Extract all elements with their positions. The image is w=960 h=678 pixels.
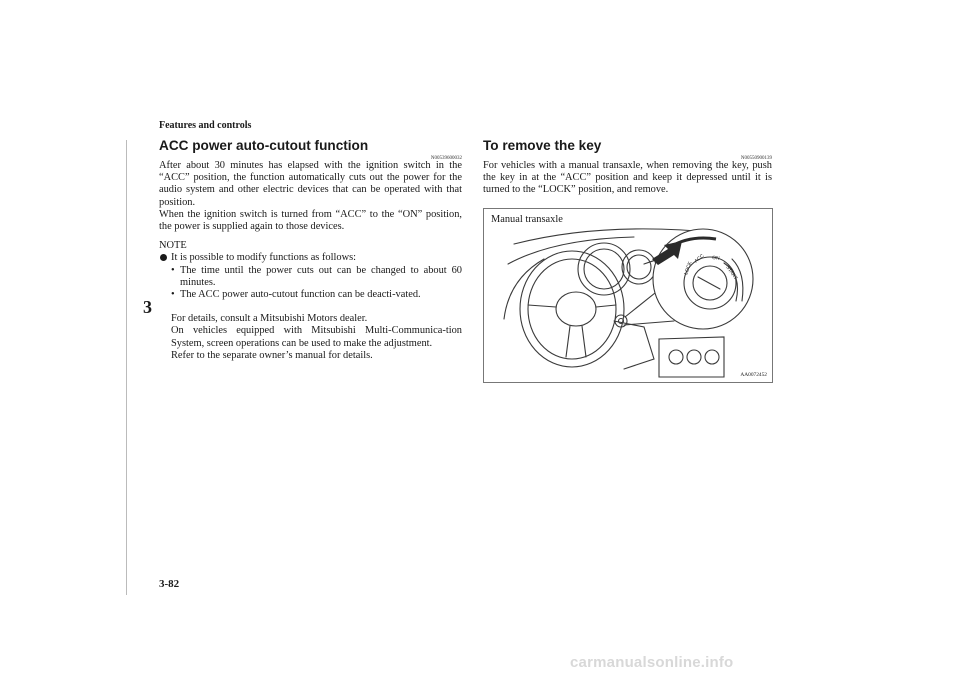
note-label: NOTE bbox=[159, 240, 187, 252]
sub-item-text: The time until the power cuts out can be changed to about 60 minutes. bbox=[180, 264, 462, 288]
left-column bbox=[159, 138, 462, 362]
sub-item-text: The ACC power auto-cutout function can be deacti-vated. bbox=[180, 289, 421, 301]
dashboard-illustration bbox=[484, 209, 772, 382]
remove-key-code: N00550900139 bbox=[740, 156, 772, 161]
sub-bullet-marker: • bbox=[171, 289, 175, 301]
acc-paragraph-3: For details, consult a Mitsubishi Motors dealer. bbox=[171, 313, 368, 325]
ignition-figure bbox=[483, 208, 773, 383]
sub-item bbox=[159, 265, 462, 289]
dial-label-start: START bbox=[724, 264, 739, 282]
chapter-tab: 3 bbox=[143, 297, 152, 317]
acc-paragraph-4: On vehicles equipped with Mitsubishi Multi-Communica-tion System, screen operations can be used to make the adjustment. bbox=[171, 325, 462, 349]
dial-label-lock: LOCK bbox=[683, 260, 694, 276]
sub-item bbox=[159, 289, 462, 301]
remove-key-heading: To remove the key bbox=[483, 138, 602, 153]
left-heading-row bbox=[159, 138, 462, 160]
page-number: 3-82 bbox=[159, 578, 180, 590]
figure-caption: Manual transaxle bbox=[491, 214, 563, 225]
sub-bullet-marker: • bbox=[171, 264, 175, 276]
figure-code: AA0072452 bbox=[740, 372, 767, 378]
section-title: Features and controls bbox=[159, 120, 252, 131]
acc-code: N00539600032 bbox=[430, 156, 462, 161]
dial-label-acc: ACC bbox=[693, 253, 706, 265]
margin-divider bbox=[126, 140, 127, 595]
acc-paragraph-2: When the ignition switch is turned from “ACC” to the “ON” position, the power is supplied again to those devices. bbox=[159, 208, 462, 233]
note-bullet-text: It is possible to modify functions as follows: bbox=[171, 252, 357, 264]
watermark-text: carmanualsonline.info bbox=[570, 654, 734, 671]
acc-paragraph-1: After about 30 minutes has elapsed with the ignition switch in the “ACC” position, the function automatically cuts out the power for the audio system and other electric devices that can be operated with that position. bbox=[159, 160, 462, 208]
dial-label-on: ON bbox=[711, 255, 720, 262]
note-bullet bbox=[159, 252, 462, 264]
acc-heading: ACC power auto-cutout function bbox=[159, 138, 369, 153]
acc-paragraph-5: Refer to the separate owner’s manual for details. bbox=[171, 349, 373, 361]
right-column bbox=[483, 138, 772, 197]
bullet-dot-icon bbox=[160, 254, 167, 261]
right-heading-row bbox=[483, 138, 772, 160]
remove-key-paragraph: For vehicles with a manual transaxle, when removing the key, push the key in at the “ACC” position and keep it depressed until it is turned to the “LOCK” position, and remove. bbox=[483, 160, 772, 196]
